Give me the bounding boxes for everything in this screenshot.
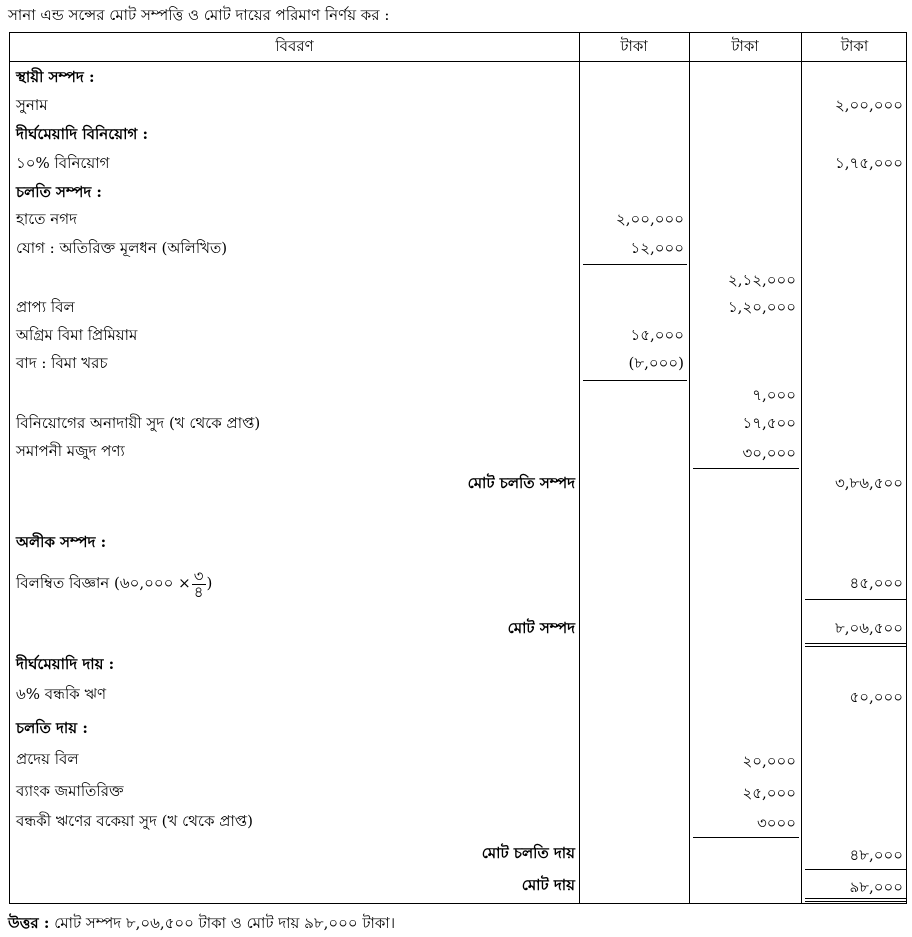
column-divider xyxy=(689,33,690,903)
underline xyxy=(583,264,687,265)
section-fixed-assets: স্থায়ী সম্পদ : xyxy=(16,68,95,86)
row-mortgage-label: ৬% বন্ধকি ঋণ xyxy=(16,685,107,703)
row-accrued-interest-value: ১৭,৫০০ xyxy=(742,414,796,432)
row-accrued-interest-label: বিনিয়োগের অনাদায়ী সুদ (খ থেকে প্রাপ্ত) xyxy=(16,414,261,432)
answer-label: উত্তর : xyxy=(8,914,50,932)
section-current-liabilities: চলতি দায় : xyxy=(16,719,88,737)
header-description: বিবরণ xyxy=(275,37,314,55)
header-taka-3: টাকা xyxy=(840,37,869,55)
row-total-liabilities-label: মোট দায় xyxy=(521,876,575,894)
row-outstanding-interest-label: বন্ধকী ঋণের বকেয়া সুদ (খ থেকে প্রাপ্ত) xyxy=(16,812,253,830)
row-bank-overdraft-value: ২৫,০০০ xyxy=(742,784,796,802)
row-bank-overdraft-label: ব্যাংক জমাতিরিক্ত xyxy=(16,782,124,800)
section-lt-investment: দীর্ঘমেয়াদি বিনিয়োগ : xyxy=(16,125,149,143)
row-cash-value: ২,০০,০০০ xyxy=(615,210,684,228)
answer-text: মোট সম্পদ ৮,০৬,৫০০ টাকা ও মোট দায় ৯৮,০০০ টাকা। xyxy=(49,914,396,932)
row-bills-receivable-label: প্রাপ্য বিল xyxy=(16,298,75,316)
underline xyxy=(805,869,906,870)
header-divider xyxy=(10,61,906,62)
underline xyxy=(583,380,687,381)
section-lt-liabilities: দীর্ঘমেয়াদি দায় : xyxy=(16,655,115,673)
balance-table xyxy=(9,32,907,904)
row-total-assets-label: মোট সম্পদ xyxy=(507,619,575,637)
fraction: $\frac{৩}{৪}$ xyxy=(193,566,204,601)
row-add-capital-value: ১২,০০০ xyxy=(630,239,684,257)
double-underline xyxy=(805,898,906,899)
row-total-liabilities-value: ৯৮,০০০ xyxy=(849,878,903,896)
row-deferred-advertising-label: বিলম্বিত বিজ্ঞান (৬০,০০০ × $\frac{৩}{৪}$ ) xyxy=(16,566,213,601)
double-underline xyxy=(805,643,906,644)
double-underline xyxy=(805,646,906,647)
row-deferred-advertising-value: ৪৫,০০০ xyxy=(849,574,903,592)
row-insurance-expense-value: (৮,০০০) xyxy=(628,354,684,372)
question-text: সানা এন্ড সন্সের মোট সম্পত্তি ও মোট দায়ের পরিমাণ নির্ণয় কর : xyxy=(8,6,390,24)
row-insurance-expense-label: বাদ : বিমা খরচ xyxy=(16,354,108,372)
row-total-current-assets-label: মোট চলতি সম্পদ xyxy=(467,474,575,492)
underline xyxy=(693,468,799,469)
section-fictitious-assets: অলীক সম্পদ : xyxy=(16,533,107,551)
row-outstanding-interest-value: ৩০০০ xyxy=(756,814,796,832)
row-bills-payable-value: ২০,০০০ xyxy=(742,752,796,770)
row-goodwill-value: ২,০০,০০০ xyxy=(834,96,903,114)
row-closing-stock-value: ৩০,০০০ xyxy=(742,444,796,462)
row-total-current-liabilities-value: ৪৮,০০০ xyxy=(849,846,903,864)
column-divider xyxy=(579,33,580,903)
row-goodwill-label: সুনাম xyxy=(16,96,48,114)
underline xyxy=(693,837,799,838)
row-prepaid-insurance-label: অগ্রিম বিমা প্রিমিয়াম xyxy=(16,326,138,344)
row-total-current-liabilities-label: মোট চলতি দায় xyxy=(481,844,575,862)
row-add-capital-label: যোগ : অতিরিক্ত মূলধন (অলিখিত) xyxy=(16,239,228,257)
row-investment-label: ১০% বিনিয়োগ xyxy=(16,154,110,172)
row-total-current-assets-value: ৩,৮৬,৫০০ xyxy=(834,474,903,492)
row-insurance-net-value: ৭,০০০ xyxy=(752,386,796,404)
row-investment-value: ১,৭৫,০০০ xyxy=(834,154,903,172)
double-underline xyxy=(805,901,906,902)
section-current-assets: চলতি সম্পদ : xyxy=(16,183,102,201)
header-taka-2: টাকা xyxy=(731,37,759,55)
underline xyxy=(805,599,906,600)
row-cash-total-value: ২,১২,০০০ xyxy=(727,271,796,289)
row-bills-receivable-value: ১,২০,০০০ xyxy=(727,298,796,316)
row-prepaid-insurance-value: ১৫,০০০ xyxy=(630,326,684,344)
answer-line xyxy=(8,912,395,937)
row-bills-payable-label: প্রদেয় বিল xyxy=(16,750,79,768)
header-taka-1: টাকা xyxy=(620,37,648,55)
row-mortgage-value: ৫০,০০০ xyxy=(849,688,903,706)
row-closing-stock-label: সমাপনী মজুদ পণ্য xyxy=(16,442,125,460)
row-total-assets-value: ৮,০৬,৫০০ xyxy=(834,619,903,637)
row-cash-label: হাতে নগদ xyxy=(16,210,77,228)
